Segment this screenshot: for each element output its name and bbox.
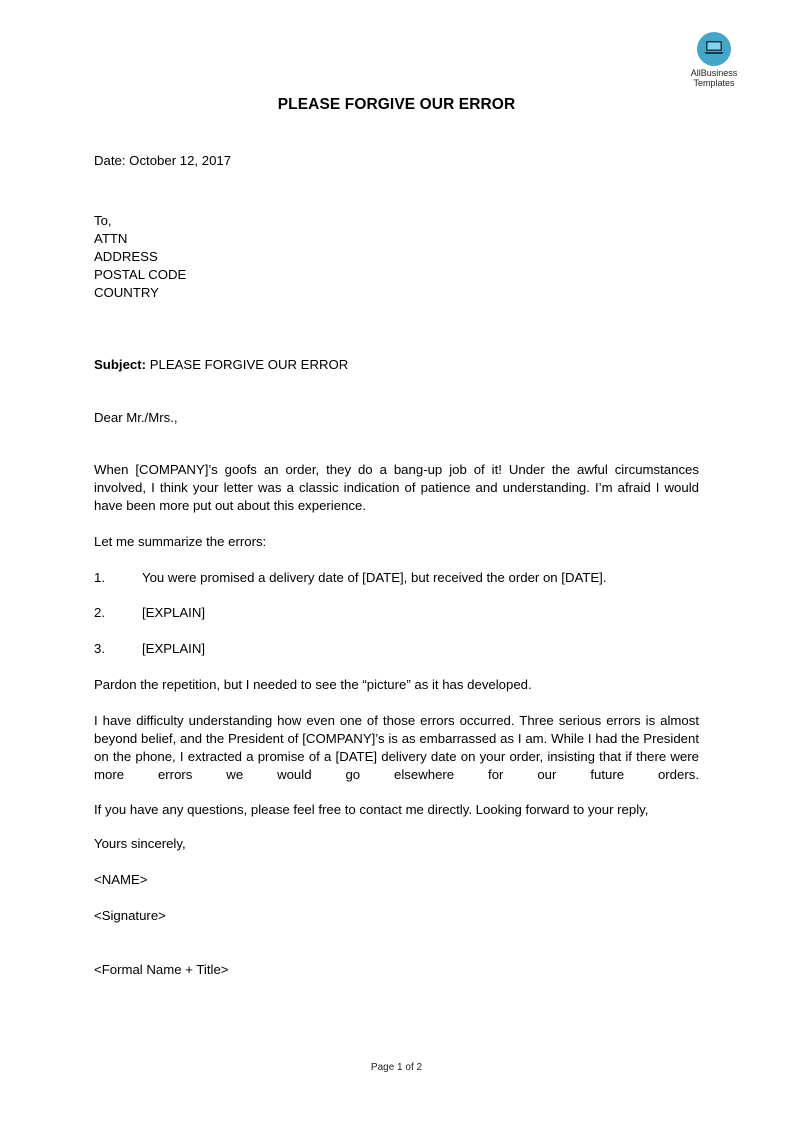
date-line: Date: October 12, 2017	[94, 153, 232, 168]
subject-line	[94, 356, 348, 374]
brand-logo	[686, 32, 742, 88]
address-line: COUNTRY	[94, 285, 159, 300]
list-text: You were promised a delivery date of [DATE], but received the order on [DATE].	[142, 570, 607, 585]
list-number: 2.	[94, 605, 105, 620]
laptop-icon	[697, 32, 731, 66]
name-placeholder: <NAME>	[94, 872, 148, 887]
address-line: POSTAL CODE	[94, 267, 187, 282]
error-list-item	[94, 569, 606, 587]
address-line: ADDRESS	[94, 249, 158, 264]
recipient-address	[94, 212, 186, 302]
paragraph-contact: If you have any questions, please feel free to contact me directly. Looking forward to your reply,	[94, 802, 649, 817]
list-text: [EXPLAIN]	[142, 641, 206, 656]
paragraph-intro: When [COMPANY]’s goofs an order, they do a bang-up job of it! Under the awful circumstances involved, I think your letter was a classic indication of patience and understanding. I’m afraid I would have been more put out about this experience.	[94, 462, 699, 513]
list-text: [EXPLAIN]	[142, 605, 206, 620]
summary-intro: Let me summarize the errors:	[94, 534, 267, 549]
formal-name-placeholder: <Formal Name + Title>	[94, 962, 229, 977]
list-number: 1.	[94, 570, 105, 585]
paragraph-repetition: Pardon the repetition, but I needed to see the “picture” as it has developed.	[94, 677, 532, 692]
page-title: PLEASE FORGIVE OUR ERROR	[277, 96, 516, 113]
address-line: ATTN	[94, 231, 128, 246]
error-list-item	[94, 604, 205, 622]
address-line: To,	[94, 213, 112, 228]
salutation: Dear Mr./Mrs.,	[94, 410, 178, 425]
logo-text-line1: AllBusiness	[690, 68, 738, 78]
paragraph-explanation: I have difficulty understanding how even one of those errors occurred. Three serious errors is almost beyond belief, and the President of [COMPANY]’s is as embarrassed as I am. While I had the President on the phone, I extracted a promise of a [DATE] delivery date on your order, insisting that if there were more errors we would go elsewhere for our future orders.	[94, 713, 699, 782]
logo-text-line2: Templates	[693, 78, 735, 88]
closing: Yours sincerely,	[94, 836, 186, 851]
signature-placeholder: <Signature>	[94, 908, 166, 923]
subject-label: Subject:	[94, 357, 147, 372]
page-number: Page 1 of 2	[370, 1062, 423, 1073]
error-list-item	[94, 640, 205, 658]
subject-text: PLEASE FORGIVE OUR ERROR	[149, 357, 349, 372]
list-number: 3.	[94, 641, 105, 656]
